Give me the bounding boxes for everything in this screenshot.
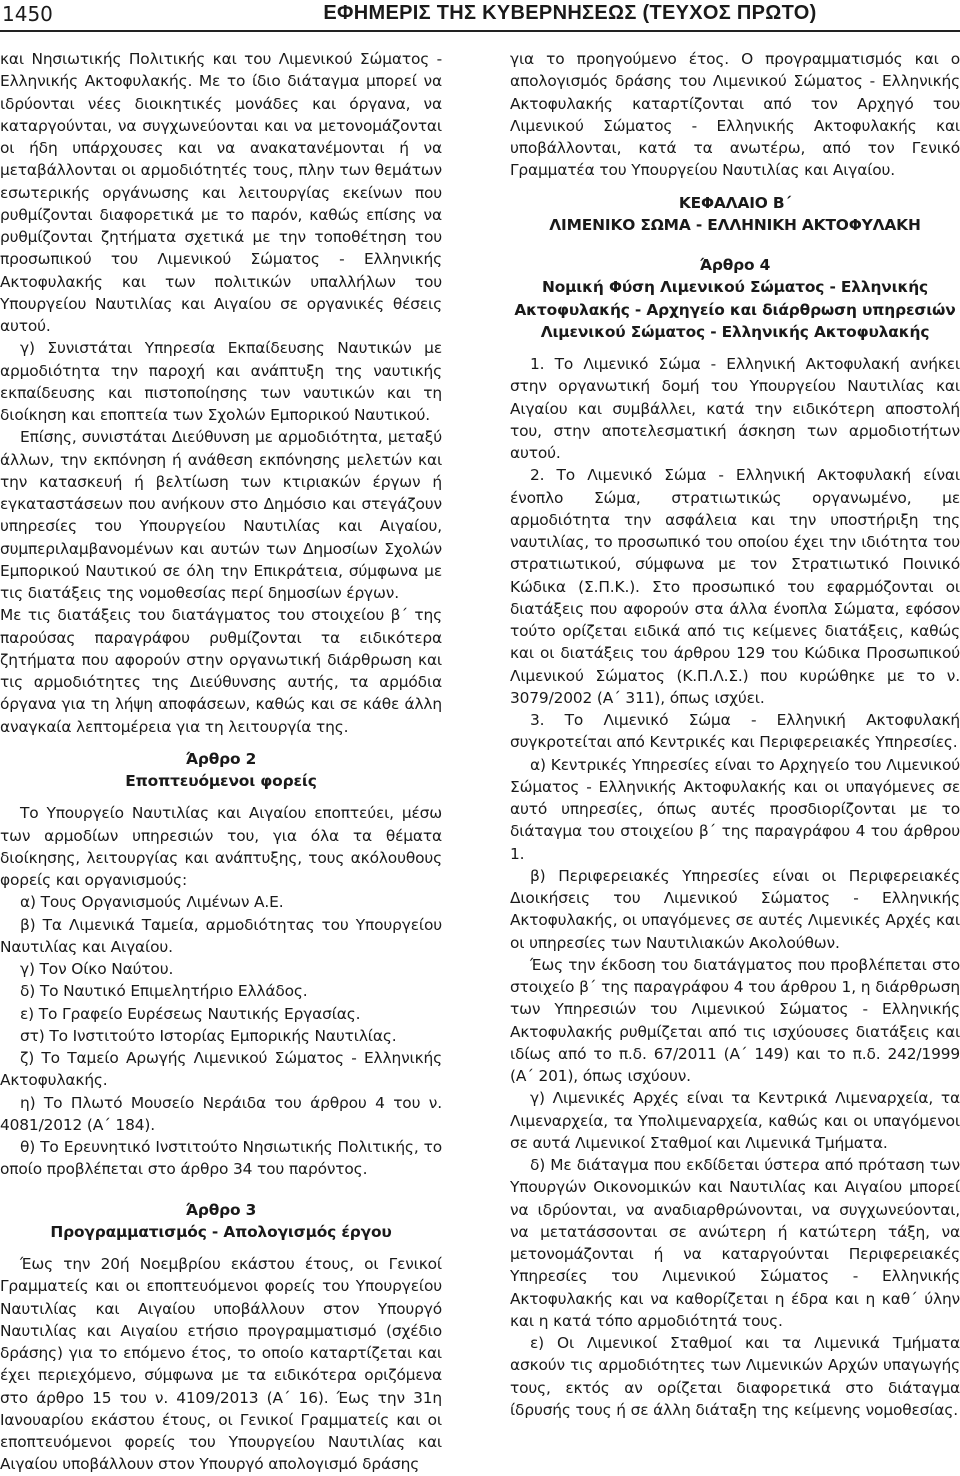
page-number: 1450 [2, 2, 53, 26]
article-3-subtitle: Προγραμματισμός - Απολογισμός έργου [50, 1222, 392, 1241]
list-item: δ) Το Ναυτικό Επιμελητήριο Ελλάδος. [20, 982, 308, 1001]
body-paragraph: ε) Οι Λιμενικοί Σταθμοί και τα Λιμενικά Τμήματα ασκούν τις αρμοδιότητες των Λιμενικών Αρχών υπαγωγής τους, εκτός αν ορίζεται διαφορετικά στο διάταγμα ίδρυσής τους ή σε άλλη διάταξη της κείμενης νομοθεσίας. [510, 1334, 960, 1419]
right-column [510, 48, 960, 1421]
article-4-subtitle: Νομική Φύση Λιμενικού Σώματος - Ελληνικής Ακτοφυλακής - Αρχηγείο και διάρθρωση υπηρεσιών Λιμενικού Σώματος - Ελληνικής Ακτοφυλακής [514, 278, 956, 341]
body-paragraph: α) Κεντρικές Υπηρεσίες είναι το Αρχηγείο του Λιμενικού Σώματος - Ελληνικής Ακτοφυλακής και οι υπαγόμενες σε αυτό υπηρεσίες, όπως αυτές προσδιορίζονται με το διάταγμα του στοιχείου β΄ της παραγράφου 4 του άρθρου 1. [510, 755, 960, 863]
body-paragraph: β) Περιφερειακές Υπηρεσίες είναι οι Περιφερειακές Διοικήσεις του Λιμενικού Σώματος - Ελληνικής Ακτοφυλακής, οι υπαγόμενες σε αυτές Λιμενικές Αρχές και οι υπηρεσίες των Ναυτιλιακών Ακολούθων. [510, 866, 960, 952]
list-item: θ) Το Ερευνητικό Ινστιτούτο Νησιωτικής Πολιτικής, το οποίο προβλέπεται στο άρθρο 34 του παρόντος. [0, 1138, 442, 1179]
article-2-title: Άρθρο 2 [185, 749, 257, 768]
list-item: ε) Το Γραφείο Ευρέσεως Ναυτικής Εργασίας. [20, 1004, 361, 1023]
chapter-subtitle: ΛΙΜΕΝΙΚΟ ΣΩΜΑ - ΕΛΛΗΝΙΚΗ ΑΚΤΟΦΥΛΑΚΗ [549, 215, 921, 234]
gazette-title: ΕΦΗΜΕΡΙΣ ΤΗΣ ΚΥΒΕΡΝΗΣΕΩΣ (ΤΕΥΧΟΣ ΠΡΩΤΟ) [323, 2, 817, 24]
list-item: α) Τους Οργανισμούς Λιμένων Α.Ε. [20, 893, 284, 912]
body-paragraph: για το προηγούμενο έτος. Ο προγραμματισμός και ο απολογισμός δράσης του Λιμενικού Σώματος - Ελληνικής Ακτοφυλακής καταρτίζονται από τον Αρχηγό του Λιμενικού Σώματος - Ελληνικής Ακτοφυλακής και υποβάλλονται, κατά τα ανωτέρω, από τον Γενικό Γραμματέα του Υπουργείου Ναυτιλίας και Αιγαίου. [510, 50, 960, 180]
body-paragraph: 1. Το Λιμενικό Σώμα - Ελληνική Ακτοφυλακή ανήκει στην οργανωτική δομή του Υπουργείου Ναυτιλίας και Αιγαίου και συμβάλλει, κατά την ειδικότερη αποστολή του, στην αποτελεσματική άσκηση των αρμοδιοτήτων αυτού. [510, 355, 960, 462]
article-3-title: Άρθρο 3 [185, 1200, 257, 1219]
body-paragraph: 3. Το Λιμενικό Σώμα - Ελληνική Ακτοφυλακή συγκροτείται από Κεντρικές και Περιφερειακές Υπηρεσίες. [510, 711, 960, 752]
body-paragraph: Επίσης, συνιστάται Διεύθυνση με αρμοδιότητα, μεταξύ άλλων, την εκπόνηση ή ανάθεση εκπόνησης μελετών και την κατασκευή ή βελτίωση των κτιριακών έργων ή εγκαταστάσεων που ανήκουν στο Δημόσιο και στεγάζουν υπηρεσίες του Υπουργείου Ναυτιλίας και Αιγαίου, συμπεριλαμβανομένων και αυτών των Δημοσίων Σχολών Εμπορικού Ναυτικού σε όλη την Επικράτεια, σύμφωνα με τις διατάξεις της νομοθεσίας περί δημοσίων έργων. [0, 428, 442, 602]
page-header [0, 0, 960, 30]
body-paragraph: γ) Συνιστάται Υπηρεσία Εκπαίδευσης Ναυτικών με αρμοδιότητα την παροχή και ανάπτυξη της ναυτικής εκπαίδευσης και πιστοποίησης των ναυτικών και τη διοίκηση και εποπτεία των Σχολών Εμπορικού Ναυτικού. [0, 339, 442, 424]
body-paragraph: 2. Το Λιμενικό Σώμα - Ελληνική Ακτοφυλακή είναι ένοπλο Σώμα, στρατιωτικώς οργανωμένο, με αρμοδιότητα την ασφάλεια και την υποστήριξη της ναυτιλίας, το προσωπικό του οποίου έχει την ιδιότητα του στρατιωτικού, σύμφωνα με τον Στρατιωτικό Ποινικό Κώδικα (Σ.Π.Κ.). Στο προσωπικό του εφαρμόζονται οι διατάξεις που αφορούν στα άλλα ένοπλα Σώματα, εφόσον τούτο ορίζεται ειδικά από τις κείμενες διατάξεις, καθώς και οι διατάξεις του άρθρου 129 του Κώδικα Προσωπικού Λιμενικού Σώματος (Κ.Π.Λ.Σ.) που κυρώθηκε με το ν. 3079/2002 (Α΄ 311), όπως ισχύει. [510, 466, 960, 707]
body-paragraph: Έως την έκδοση του διατάγματος που προβλέπεται στο στοιχείο β΄ της παραγράφου 4 του άρθρου 1, η διάρθρωση των Υπηρεσιών του Λιμενικού Σώματος - Ελληνικής Ακτοφυλακής ρυθμίζεται από τις ισχύουσες διατάξεις και ιδίως από το π.δ. 67/2011 (Α΄ 149) και το π.δ. 242/1999 (Α΄ 201), όπως ισχύουν. [510, 955, 960, 1085]
body-paragraph: και Νησιωτικής Πολιτικής και του Λιμενικού Σώματος - Ελληνικής Ακτοφυλακής. Με το ίδιο διάταγμα μπορεί να ιδρύονται νέες διοικητικές μονάδες και όργανα, να καταργούνται, να συγχωνεύονται και να μετονομάζονται οι ήδη υπάρχουσες και να ανακατανέμονται ή να μεταβάλλονται οι αρμοδιότητές τους, πλην των θεμάτων εσωτερικής οργάνωσης και λειτουργίας εκείνων που ρυθμίζονται διαφορετικά με το παρόν, καθώς επίσης να ρυθμίζονται ζητήματα σχετικά με την τοποθέτηση του προσωπικού του Λιμενικού Σώματος - Ελληνικής Ακτοφυλακής και των πολιτικών υπαλλήλων του Υπουργείου Ναυτιλίας και Αιγαίου σε οργανικές θέσεις αυτού. [0, 50, 442, 335]
article-2-subtitle: Εποπτευόμενοι φορείς [125, 772, 317, 790]
header-rule [0, 30, 960, 32]
body-paragraph: γ) Λιμενικές Αρχές είναι τα Κεντρικά Λιμεναρχεία, τα Λιμεναρχεία, τα Υπολιμεναρχεία, καθώς και οι υπαγόμενοι σε αυτά Λιμενικοί Σταθμοί και Λιμενικά Τμήματα. [510, 1089, 960, 1152]
body-paragraph: Έως την 20ή Νοεμβρίου εκάστου έτους, οι Γενικοί Γραμματείς και οι εποπτευόμενοι φορείς του Υπουργείου Ναυτιλίας και Αιγαίου υποβάλλουν στον Υπουργό Ναυτιλίας και Αιγαίου ετήσιο προγραμματισμό (σχέδιο δράσης) για το επόμενο έτος, το οποίο καταρτίζεται και έχει περιεχόμενο, σύμφωνα με τα ειδικότερα οριζόμενα στο άρθρο 15 του ν. 4109/2013 (Α΄ 16). Έως την 31η Ιανουαρίου εκάστου έτους, οι Γενικοί Γραμματείς και οι εποπτευόμενοι φορείς του Υπουργείου Ναυτιλίας και Αιγαίου υποβάλλουν στον Υπουργό απολογισμό δράσης [0, 1255, 442, 1474]
body-paragraph: δ) Με διάταγμα που εκδίδεται ύστερα από πρόταση των Υπουργών Οικονομικών και Ναυτιλίας και Αιγαίου μπορεί να ιδρύονται, να αναδιαρθρώνονται, να συγχωνεύονται, να μετατάσσονται σε ανώτερη ή κατώτερη τάξη, να μετονομάζονται ή να καταργούνται Περιφερειακές Υπηρεσίες του Λιμενικού Σώματος - Ελληνικής Ακτοφυλακής και να καθορίζεται η έδρα και η καθ΄ ύλην και η κατά τόπο αρμοδιότητά τους. [510, 1156, 960, 1330]
body-paragraph: Με τις διατάξεις του διατάγματος του στοιχείου β΄ της παρούσας παραγράφου ρυθμίζονται τα ειδικότερα ζητήματα που αφορούν στην οργανωτική διάρθρωση και τις αρμοδιότητες της Διεύθυνσης αυτής, τα αρμόδια όργανα για τη λήψη αποφάσεων, καθώς και σε κάθε άλλη αναγκαία λεπτομέρεια για τη λειτουργία της. [0, 606, 442, 736]
chapter-title: ΚΕΦΑΛΑΙΟ Β΄ [678, 193, 792, 212]
left-column [0, 48, 442, 1476]
list-item: β) Τα Λιμενικά Ταμεία, αρμοδιότητας του Υπουργείου Ναυτιλίας και Αιγαίου. [0, 915, 442, 956]
article-4-title: Άρθρο 4 [699, 256, 771, 274]
list-item: η) Το Πλωτό Μουσείο Νεράιδα του άρθρου 4 του ν. 4081/2012 (Α΄ 184). [0, 1093, 442, 1134]
list-item: ζ) Το Ταμείο Αρωγής Λιμενικού Σώματος - Ελληνικής Ακτοφυλακής. [0, 1049, 442, 1090]
body-paragraph: Το Υπουργείο Ναυτιλίας και Αιγαίου εποπτεύει, μέσω των αρμοδίων υπηρεσιών του, για όλα τα θέματα διοίκησης, λειτουργίας και ανάπτυξης, τους ακόλουθους φορείς και οργανισμούς: [0, 804, 442, 889]
list-item: στ) Το Ινστιτούτο Ιστορίας Εμπορικής Ναυτιλίας. [20, 1026, 397, 1045]
list-item: γ) Τον Οίκο Ναύτου. [20, 960, 174, 978]
